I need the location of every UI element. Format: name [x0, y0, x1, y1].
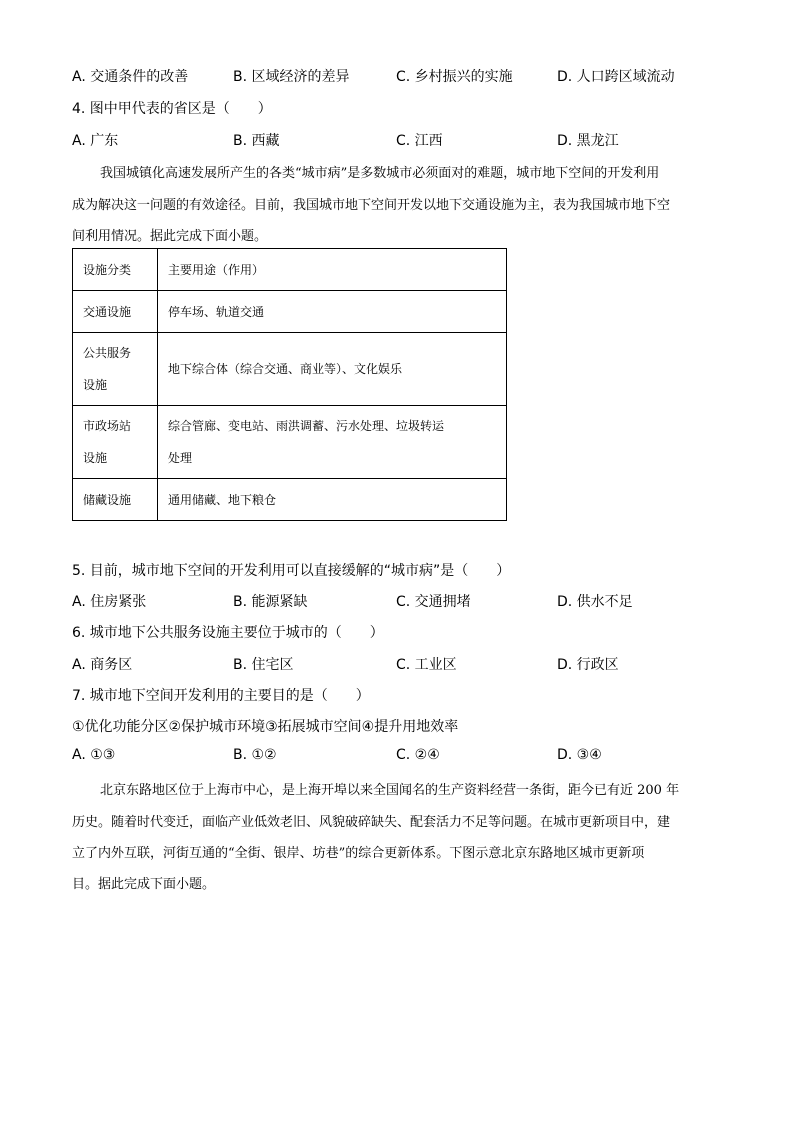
q6-option-a[interactable]: A. 商务区 — [72, 657, 133, 673]
table-cell-category — [73, 333, 158, 406]
cell-line: 处理 — [168, 451, 193, 465]
q7-statements: ①优化功能分区②保护城市环境③拓展城市空间④提升用地效率 — [72, 719, 459, 735]
q3-option-b[interactable]: B. 区域经济的差异 — [233, 69, 350, 85]
q4-option-a[interactable]: A. 广东 — [72, 133, 119, 149]
table-row — [73, 406, 507, 479]
table-header-cell: 主要用途（作用） — [158, 249, 507, 291]
q6-stem: 6. 城市地下公共服务设施主要位于城市的（ ） — [72, 625, 384, 641]
passage-line: 成为解决这一问题的有效途径。目前，我国城市地下空间开发以地下交通设施为主，表为我国城市地下空 — [72, 198, 671, 213]
q4-option-b[interactable]: B. 西藏 — [233, 133, 280, 149]
table-cell-use: 通用储藏、地下粮仓 — [158, 479, 507, 521]
cell-line: 设施 — [83, 378, 108, 392]
q7-option-a[interactable]: A. ①③ — [72, 747, 116, 763]
q7-option-c[interactable]: C. ②④ — [396, 747, 440, 763]
table-cell-category — [73, 406, 158, 479]
q3-option-a[interactable]: A. 交通条件的改善 — [72, 69, 189, 85]
passage-line: 我国城镇化高速发展所产生的各类“城市病”是多数城市必须面对的难题，城市地下空间的开发利用 — [100, 166, 660, 181]
q5-option-a[interactable]: A. 住房紧张 — [72, 594, 147, 610]
cell-line: 设施 — [83, 451, 108, 465]
q5-option-c[interactable]: C. 交通拥堵 — [396, 594, 471, 610]
q6-options — [72, 654, 732, 674]
table-header-row — [73, 249, 507, 291]
passage-line: 立了内外互联，河街互通的“全街、银岸、坊巷”的综合更新体系。下图示意北京东路地区城市更新项 — [72, 846, 645, 861]
table-row — [73, 333, 507, 406]
facility-usage-table — [72, 248, 507, 521]
passage-line: 间利用情况。据此完成下面小题。 — [72, 229, 268, 244]
q7-option-d[interactable]: D. ③④ — [557, 747, 602, 763]
q3-options — [72, 66, 732, 86]
q4-option-c[interactable]: C. 江西 — [396, 133, 443, 149]
q6-option-d[interactable]: D. 行政区 — [557, 657, 619, 673]
table-cell-category: 储藏设施 — [73, 479, 158, 521]
q7-option-b[interactable]: B. ①② — [233, 747, 277, 763]
q7-options — [72, 747, 732, 767]
q5-option-d[interactable]: D. 供水不足 — [557, 594, 633, 610]
table-cell-use: 地下综合体（综合交通、商业等）、文化娱乐 — [158, 333, 507, 406]
q6-option-c[interactable]: C. 工业区 — [396, 657, 457, 673]
q3-option-c[interactable]: C. 乡村振兴的实施 — [396, 69, 513, 85]
cell-line: 市政场站 — [83, 419, 132, 433]
q5-options — [72, 591, 732, 611]
q4-stem: 4. 图中甲代表的省区是（ ） — [72, 101, 272, 117]
table-cell-use: 停车场、轨道交通 — [158, 291, 507, 333]
table-row — [73, 291, 507, 333]
table-cell-use — [158, 406, 507, 479]
q4-options — [72, 130, 732, 150]
q5-stem: 5. 目前，城市地下空间的开发利用可以直接缓解的“城市病”是（ ） — [72, 563, 511, 579]
table-row — [73, 479, 507, 521]
cell-line: 综合管廊、变电站、雨洪调蓄、污水处理、垃圾转运 — [168, 419, 445, 433]
passage-line: 北京东路地区位于上海市中心，是上海开埠以来全国闻名的生产资料经营一条街，距今已有近 200 年 — [100, 783, 680, 798]
table-header-cell: 设施分类 — [73, 249, 158, 291]
q6-option-b[interactable]: B. 住宅区 — [233, 657, 294, 673]
passage-line: 历史。随着时代变迁，面临产业低效老旧、风貌破碎缺失、配套活力不足等问题。在城市更新项目中，建 — [72, 815, 671, 830]
q7-stem: 7. 城市地下空间开发利用的主要目的是（ ） — [72, 688, 370, 704]
q4-option-d[interactable]: D. 黑龙江 — [557, 133, 619, 149]
table-cell-category: 交通设施 — [73, 291, 158, 333]
q3-option-d[interactable]: D. 人口跨区域流动 — [557, 69, 675, 85]
q5-option-b[interactable]: B. 能源紧缺 — [233, 594, 308, 610]
cell-line: 公共服务 — [83, 346, 132, 360]
passage-line: 目。据此完成下面小题。 — [72, 877, 216, 892]
